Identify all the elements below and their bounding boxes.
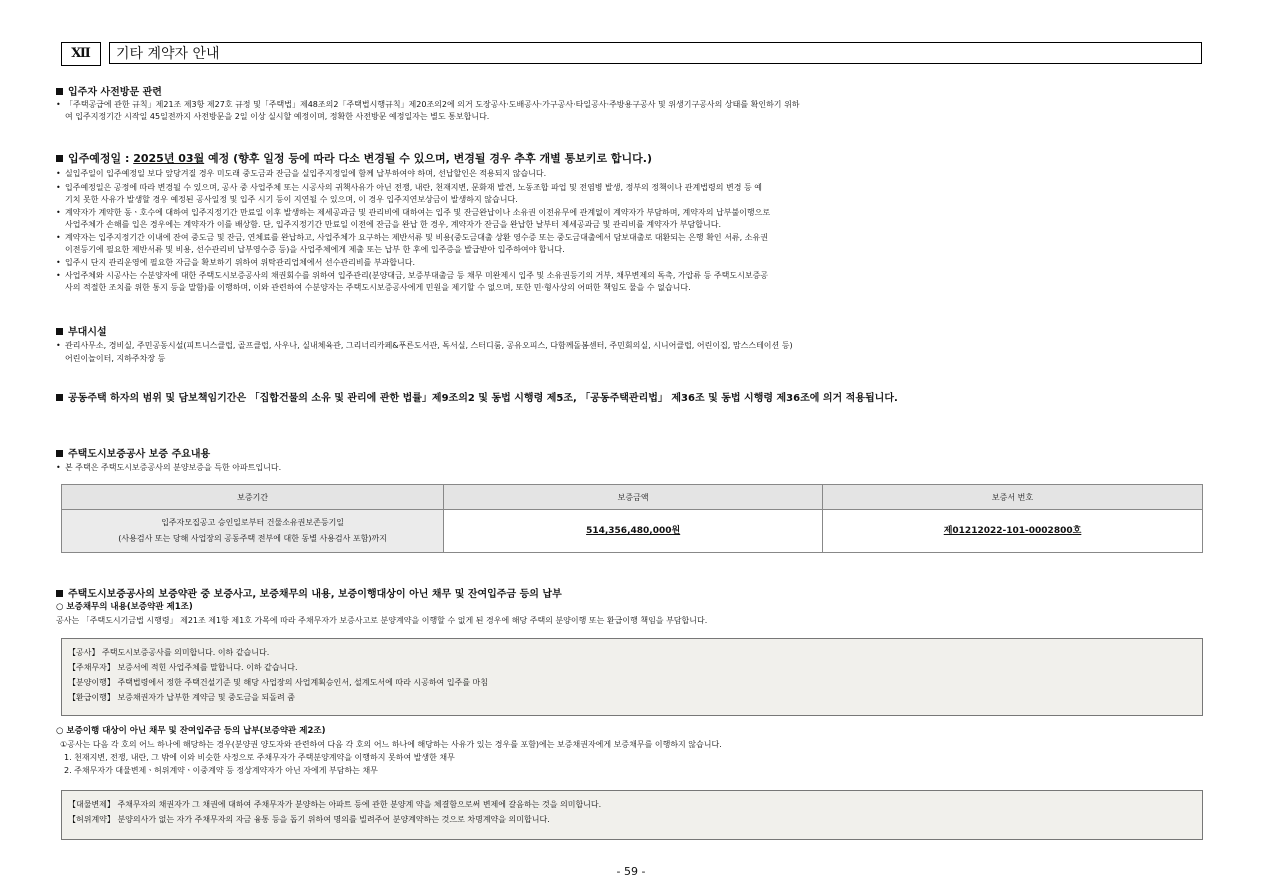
table-header-row (62, 485, 1203, 510)
definitions-box-1 (61, 638, 1203, 716)
circle-bullet-icon: ○ (56, 726, 67, 736)
square-bullet-icon (56, 394, 63, 401)
excluded-line-3: 2. 주채무자가 대물변제ㆍ허위계약ㆍ이중계약 등 정상계약자가 아닌 자에게 부담하는 채무 (64, 766, 378, 775)
heading-move-in-date: 입주예정일 : 2025년 03월 예정 (향후 일정 등에 따라 다소 변경될 수 있으며, 변경될 경우 추후 개별 통보키로 합니다.) (56, 150, 652, 166)
definition-item: 【주채무자】 보증서에 적힌 사업주체를 말합니다. 이하 같습니다. (68, 663, 298, 672)
table-header-amount: 보증금액 (444, 485, 823, 510)
subheading-obligations: ○ 보증채무의 내용(보증약관 제1조) (56, 602, 193, 612)
section-title: 기타 계약자 안내 (109, 42, 1202, 64)
square-bullet-icon (56, 450, 63, 457)
table-header-period: 보증기간 (62, 485, 444, 510)
table-row (62, 510, 1203, 553)
heading-pre-visit: 입주자 사전방문 관련 (56, 83, 162, 98)
heading-guarantee-terms: 주택도시보증공사의 보증약관 중 보증사고, 보증채무의 내용, 보증이행대상이 아닌 채무 및 잔여입주금 등의 납부 (56, 585, 562, 600)
excluded-line-2: 1. 천재지변, 전쟁, 내란, 그 밖에 이와 비슷한 사정으로 주채무자가 주택분양계약을 이행하지 못하여 발생한 채무 (64, 753, 455, 762)
square-bullet-icon (56, 328, 63, 335)
page-number: - 59 - (616, 865, 646, 878)
document-page: Ⅻ 기타 계약자 안내 입주자 사전방문 관련 • 「주택공급에 관한 규칙」제21조 제3항 제27호 규정 및「주택법」제48조의2「주택법시행규칙」제20조의2에 의거 도장공사·도배공사·가구공사·타일공사·주방용구공사 및 위생기구공사의 상태를 확인하기 위하 여 입주지정기간 시작일 45일전까지 사전방문을 2일 이상 실시할 예정이며, 정확한 사전방문 예정일자는 별도 통보합니다. 입주예정일 : 2025년 03월 예정 (향후 일정 등에 따라 다소 변경될 수 있으며, 변경될 경우 추후 개별 통보키로 합니다.) • 실입주일이 입주예정일 보다 앞당겨질 경우 미도래 중도금과 잔금을 실입주지정일에 함께 납부하여야 하며, 선납할인은 적용되지 않습니다. • 입주예정일은 공정에 따라 변경될 수 있으며, 공사 중 사업주체 또는 시공사의 귀책사유가 아닌 전쟁, 내란, 천재지변, 문화재 발견, 노동조합 파업 및 전염병 발생, 정부의 정책이나 관계법령의 변경 등 예 기치 못한 사유가 발생할 경우 예정된 공사일정 및 입주 시기 등이 지연될 수 있으며, 이 경우 입주지연보상금이 발생하지 않습니다. • 계약자가 계약한 동ㆍ호수에 대하여 입주지정기간 만료일 이후 발생하는 제세공과금 및 관리비에 대하여는 입주 및 잔금완납이나 소유권 이전유무에 관계없이 계약자가 부담하며, 계약자의 납부불이행으로 사업주체가 손해를 입은 경우에는 계약자가 이를 배상함. 단, 입주지정기간 만료일 이전에 잔금을 완납 한 경우, 계약자가 잔금을 완납한 날부터 제세공과금 및 관리비를 계약자가 부담합니다. • 계약자는 입주지정기간 이내에 잔여 중도금 및 잔금, 연체료를 완납하고, 사업주체가 요구하는 제반서류 및 비용(중도금대출 상환 영수증 또는 중도금대출에서 담보대출로 대환되는 은행 확인 서류, 소유권 이전등기에 필요한 제반서류 및 비용, 선수관리비 납부영수증 등)을 사업주체에게 제출 또는 납부 한 후에 입주증을 발급받아 입주하여야 합니다. • 입주시 단지 관리운영에 필요한 자금을 확보하기 위하여 위탁관리업체에서 선수관리비를 부과합니다. • 사업주체와 시공사는 수분양자에 대한 주택도시보증공사의 채권회수를 위하여 입주관리(분양대금, 보증부대출금 등 채무 미완제시 입주 및 소유권등기의 거부, 채무변제의 독촉, 가압류 등 주택도시보증공 사의 적절한 조치를 위한 통지 등을 말함)를 이행하며, 이와 관련하여 수분양자는 주택도시보증공사에게 민원을 제기할 수 없으며, 또한 민·형사상의 어떠한 책임도 물을 수 없습니다. 부대시설 • 관리사무소, 경비실, 주민공동시설(피트니스클럽, 골프클럽, 사우나, 실내체육관, 그리너리카페&푸른도서관, 독서실, 스터디룸, 공유오피스, 다함께돌봄센터, 주민회의실, 시니어클럽, 어린이집, 맘스스테이션 등) 어린이놀이터, 지하주차장 등 공동주택 하자의 범위 및 담보책임기간은 「집합건물의 소유 및 관리에 관한 법률」제9조의2 및 동법 시행령 제5조, 「공동주택관리법」 제36조 및 동법 시행령 제36조에 의거 적용됩니다. 주택도시보증공사 보증 주요내용 • 본 주택은 주택도시보증공사의 분양보증을 득한 아파트입니다. 보증기간 보증금액 보증서 번호 입주자모집공고 승인일로부터 건물소유권보존등기일 (사용검사 또는 당해 사업장의 공동주택 전부에 대한 동별 사용검사 포함)까지 514,356,480,000원 제01212022-101-0002800호 주택도시보증공사의 보증약관 중 보증사고, 보증채무의 내용, 보증이행대상이 아닌 채무 및 잔여입주금 등의 납부 ○ 보증채무의 내용(보증약관 제1조) 공사는 「주택도시기금법 시행령」 제21조 제1항 제1호 가목에 따라 주채무자가 보증사고로 분양계약을 이행할 수 없게 된 경우에 해당 주택의 분양이행 또는 환급이행 책임을 부담합니다. 【공사】 주택도시보증공사를 의미합니다. 이하 같습니다. 【주채무자】 보증서에 적힌 사업주체를 말합니다. 이하 같습니다. 【분양이행】 주택법령에서 정한 주택건설기준 및 해당 사업장의 사업계획승인서, 설계도서에 따라 시공하여 입주를 마침 【환급이행】 보증채권자가 납부한 계약금 및 중도금을 되돌려 줌 ○ 보증이행 대상이 아닌 채무 및 잔여입주금 등의 납부(보증약관 제2조) ①공사는 다음 각 호의 어느 하나에 해당하는 경우(분양권 양도자와 관련하여 다음 각 호의 어느 하나에 해당하는 사유가 있는 경우를 포함)에는 보증채권자에게 보증채무를 이행하지 않습니다. 1. 천재지변, 전쟁, 내란, 그 밖에 이와 비슷한 사정으로 주채무자가 주택분양계약을 이행하지 못하여 발생한 채무 2. 주채무자가 대물변제ㆍ허위계약ㆍ이중계약 등 정상계약자가 아닌 자에게 부담하는 채무 【대물변제】 주채무자의 채권자가 그 채권에 대하여 주채무자가 분양하는 아파트 등에 관한 분양계 약을 체결함으로써 변제에 갈음하는 것을 의미합니다. 【허위계약】 분양의사가 없는 자가 주채무자의 자금 융통 등을 돕기 위하여 명의를 빌려주어 분양계약하는 것으로 차명계약을 의미합니다. - 59 - (0, 0, 1262, 892)
guarantee-amount: 514,356,480,000원 (444, 510, 823, 553)
obligations-text: 공사는 「주택도시기금법 시행령」 제21조 제1항 제1호 가목에 따라 주채무자가 보증사고로 분양계약을 이행할 수 없게 된 경우에 해당 주택의 분양이행 또는 환급이행 책임을 부담합니다. (56, 616, 708, 625)
section-number: Ⅻ (61, 42, 101, 66)
excluded-line-1: ①공사는 다음 각 호의 어느 하나에 해당하는 경우(분양권 양도자와 관련하여 다음 각 호의 어느 하나에 해당하는 사유가 있는 경우를 포함)에는 보증채권자에게 보증채무를 이행하지 않습니다. (60, 740, 722, 749)
guarantee-number: 제01212022-101-0002800호 (823, 510, 1203, 553)
table-header-number: 보증서 번호 (823, 485, 1203, 510)
square-bullet-icon (56, 88, 63, 95)
definition-item: 【공사】 주택도시보증공사를 의미합니다. 이하 같습니다. (68, 648, 270, 657)
definition-item: 【환급이행】 보증채권자가 납부한 계약금 및 중도금을 되돌려 줌 (68, 693, 295, 702)
definition-item: 【허위계약】 분양의사가 없는 자가 주채무자의 자금 융통 등을 돕기 위하여 명의를 빌려주어 분양계약하는 것으로 차명계약을 의미합니다. (68, 815, 550, 824)
definition-item: 【분양이행】 주택법령에서 정한 주택건설기준 및 해당 사업장의 사업계획승인서, 설계도서에 따라 시공하여 입주를 마침 (68, 678, 488, 687)
square-bullet-icon (56, 590, 63, 597)
subheading-excluded-debts: ○ 보증이행 대상이 아닌 채무 및 잔여입주금 등의 납부(보증약관 제2조) (56, 726, 326, 736)
circle-bullet-icon: ○ (56, 602, 67, 612)
heading-facilities: 부대시설 (56, 323, 107, 338)
definitions-box-2 (61, 790, 1203, 840)
section-header (61, 42, 1204, 66)
definition-item: 【대물변제】 주채무자의 채권자가 그 채권에 대하여 주채무자가 분양하는 아파트 등에 관한 분양계 약을 체결함으로써 변제에 갈음하는 것을 의미합니다. (68, 800, 602, 809)
square-bullet-icon (56, 155, 63, 162)
heading-defect-liability: 공동주택 하자의 범위 및 담보책임기간은 「집합건물의 소유 및 관리에 관한 법률」제9조의2 및 동법 시행령 제5조, 「공동주택관리법」 제36조 및 동법 시행령 제36조에 의거 적용됩니다. (56, 389, 898, 404)
heading-guarantee: 주택도시보증공사 보증 주요내용 (56, 445, 210, 460)
guarantee-period: 입주자모집공고 승인일로부터 건물소유권보존등기일 (사용검사 또는 당해 사업장의 공동주택 전부에 대한 동별 사용검사 포함)까지 (62, 510, 444, 553)
guarantee-table (61, 484, 1203, 553)
